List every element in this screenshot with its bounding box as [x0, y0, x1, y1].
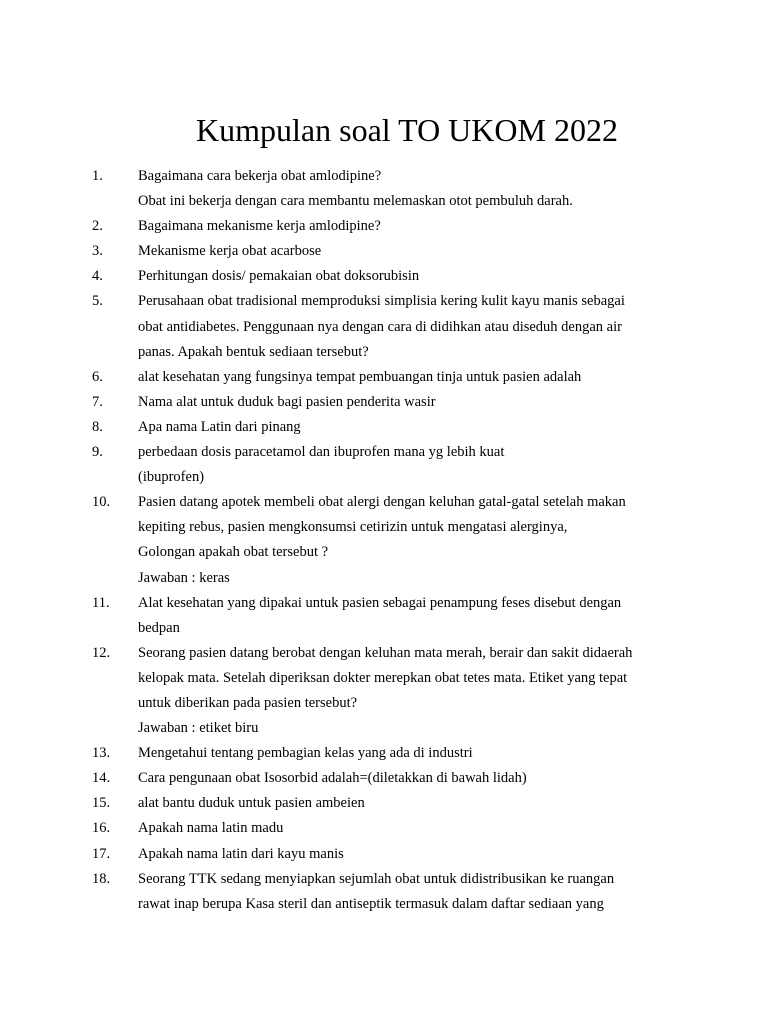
question-number: 1.	[92, 168, 103, 184]
question-text-line: alat kesehatan yang fungsinya tempat pembuangan tinja untuk pasien adalah	[138, 368, 582, 385]
question-text-line: bedpan	[138, 619, 180, 636]
question-text-line: rawat inap berupa Kasa steril dan antiseptik termasuk dalam daftar sediaan yang	[138, 895, 604, 912]
question-number: 13.	[92, 745, 111, 762]
question-number: 7.	[92, 393, 103, 410]
question-item	[92, 816, 692, 841]
question-number: 14.	[92, 770, 111, 787]
question-text-line: (ibuprofen)	[138, 469, 205, 486]
question-text-line: obat antidiabetes. Penggunaan nya dengan cara di didihkan atau diseduh dengan air	[138, 318, 622, 335]
question-text-line: Perusahaan obat tradisional memproduksi simplisia kering kulit kayu manis sebagai	[138, 293, 625, 310]
question-text-line: Jawaban : etiket biru	[138, 720, 259, 737]
question-number: 4.	[92, 268, 103, 285]
question-item	[92, 164, 692, 214]
question-text-line: Apakah nama latin dari kayu manis	[138, 845, 344, 862]
document-title: Kumpulan soal TO UKOM 2022	[196, 112, 618, 148]
question-text-line: Perhitungan dosis/ pemakaian obat doksorubisin	[138, 268, 420, 285]
question-item	[92, 867, 692, 917]
question-item	[92, 214, 692, 239]
question-item	[92, 641, 692, 741]
question-text-line: Apa nama Latin dari pinang	[138, 418, 301, 435]
question-text-line: untuk diberikan pada pasien tersebut?	[138, 694, 358, 711]
question-text-line: Seorang TTK sedang menyiapkan sejumlah obat untuk didistribusikan ke ruangan	[138, 870, 615, 887]
question-number: 15.	[92, 795, 111, 812]
question-item	[92, 490, 692, 590]
question-item	[92, 415, 692, 440]
question-text-line: Obat ini bekerja dengan cara membantu melemaskan otot pembuluh darah.	[138, 193, 573, 210]
question-number: 8.	[92, 418, 103, 435]
question-list	[92, 164, 692, 917]
question-number: 9.	[92, 444, 103, 461]
question-item	[92, 741, 692, 766]
question-item	[92, 842, 692, 867]
question-item	[92, 264, 692, 289]
question-number: 11.	[92, 594, 110, 611]
question-number: 5.	[92, 293, 103, 310]
question-text-line: kelopak mata. Setelah diperiksan dokter merepkan obat tetes mata. Etiket yang tepat	[138, 669, 628, 686]
question-text-line: alat bantu duduk untuk pasien ambeien	[138, 795, 365, 812]
question-number: 12.	[92, 644, 111, 661]
question-item	[92, 791, 692, 816]
question-item	[92, 591, 692, 641]
question-text-line: Bagaimana cara bekerja obat amlodipine?	[138, 168, 382, 184]
question-number: 3.	[92, 243, 103, 260]
question-text-line: Cara pengunaan obat Isosorbid adalah=(diletakkan di bawah lidah)	[138, 770, 527, 787]
question-number: 2.	[92, 218, 103, 235]
question-text-line: panas. Apakah bentuk sediaan tersebut?	[138, 343, 369, 360]
question-text-line: perbedaan dosis paracetamol dan ibuprofen mana yg lebih kuat	[138, 444, 505, 461]
question-text-line: kepiting rebus, pasien mengkonsumsi cetirizin untuk mengatasi alerginya,	[138, 519, 568, 536]
question-number: 10.	[92, 494, 111, 511]
question-text-line: Apakah nama latin madu	[138, 820, 284, 837]
question-text-line: Golongan apakah obat tersebut ?	[138, 544, 329, 561]
question-number: 18.	[92, 870, 111, 887]
question-text-line: Nama alat untuk duduk bagi pasien penderita wasir	[138, 393, 436, 410]
question-text-line: Bagaimana mekanisme kerja amlodipine?	[138, 218, 381, 235]
question-item	[92, 289, 692, 364]
question-text-line: Pasien datang apotek membeli obat alergi dengan keluhan gatal-gatal setelah makan	[138, 494, 626, 511]
question-item	[92, 239, 692, 264]
question-text-line: Mekanisme kerja obat acarbose	[138, 243, 322, 260]
question-number: 6.	[92, 368, 103, 385]
question-number: 17.	[92, 845, 111, 862]
question-text-line: Seorang pasien datang berobat dengan keluhan mata merah, berair dan sakit didaerah	[138, 644, 633, 661]
question-item	[92, 365, 692, 390]
question-item	[92, 766, 692, 791]
question-item	[92, 440, 692, 490]
question-text-line: Alat kesehatan yang dipakai untuk pasien sebagai penampung feses disebut dengan	[138, 594, 622, 611]
question-number: 16.	[92, 820, 111, 837]
question-item	[92, 390, 692, 415]
question-text-line: Mengetahui tentang pembagian kelas yang ada di industri	[138, 745, 473, 762]
question-text-line: Jawaban : keras	[138, 569, 230, 586]
